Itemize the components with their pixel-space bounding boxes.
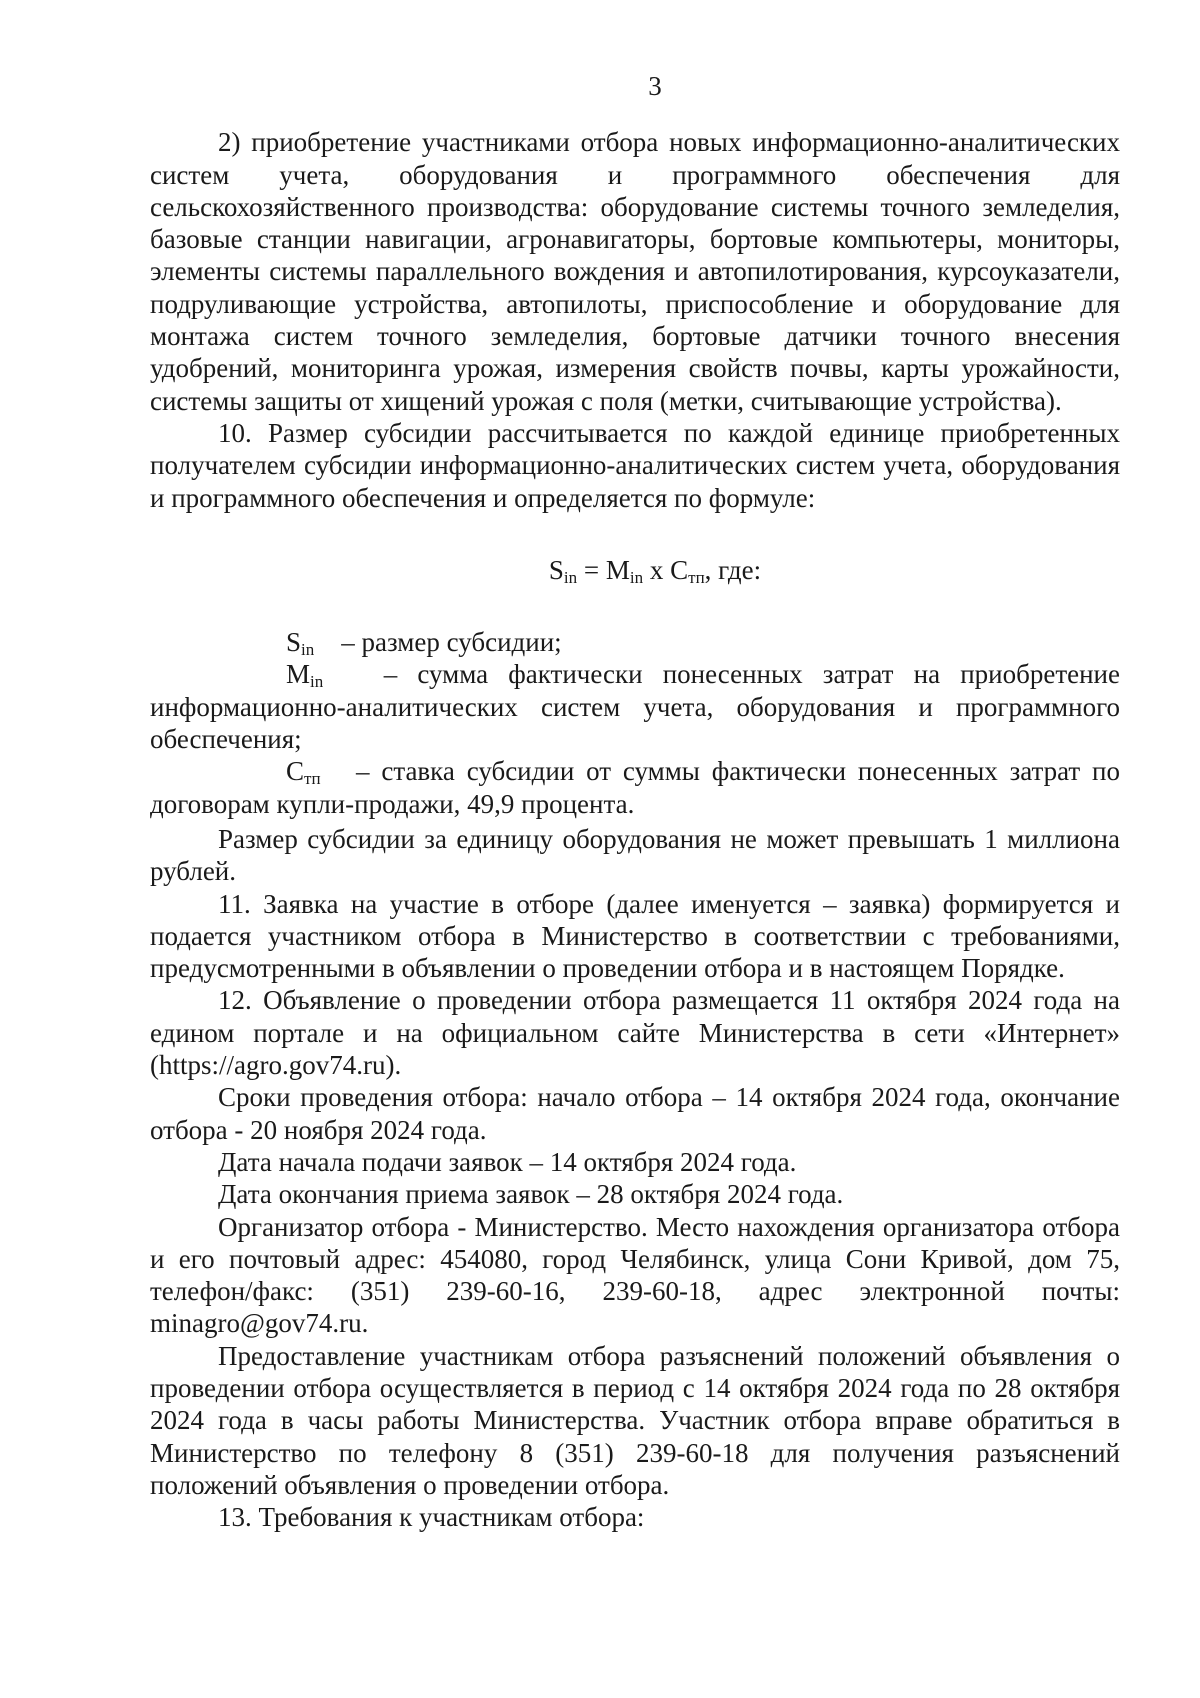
definition-m-term	[218, 658, 323, 690]
definition-s	[150, 626, 1120, 658]
paragraph-clarifications: Предоставление участникам отбора разъяснений положений объявления о проведении отбора осуществляется в период с 14 октября 2024 года по 28 октября 2024 года в часы работы Министерства. Участник отбора вправе обратиться в Министерство по телефону 8 (351) 239-60-18 для получения разъяснений положений объявления о проведении отбора.	[150, 1340, 1120, 1500]
subsidy-formula	[150, 554, 1120, 586]
paragraph-organizer: Организатор отбора - Министерство. Место нахождения организатора отбора и его почтовый адрес: 454080, город Челябинск, улица Сони Кривой, дом 75, телефон/факс: (351) 239-60-16, 239-60-18, адрес электронной почты: minagro@gov74.ru.	[150, 1211, 1120, 1339]
document-page	[150, 70, 1120, 1533]
paragraph-11: 11. Заявка на участие в отборе (далее именуется – заявка) формируется и подается участником отбора в Министерство в соответствии с требованиями, предусмотренными в объявлении о проведении отбора и в настоящем Порядке.	[150, 888, 1120, 984]
paragraph-13: 13. Требования к участникам отбора:	[218, 1502, 645, 1533]
paragraph-10: 10. Размер субсидии рассчитывается по каждой единице приобретенных получателем субсидии информационно-аналитических систем учета, оборудования и программного обеспечения и определяется по формуле:	[150, 417, 1120, 513]
definition-c-text: – ставка субсидии от суммы фактически понесенных затрат по договорам купли-продажи, 49,9 процента.	[150, 756, 1120, 819]
formula-s: S	[548, 554, 564, 585]
formula-eq: =	[577, 554, 606, 585]
definition-c-symbol: C	[286, 756, 305, 787]
paragraph-item-2: 2) приобретение участниками отбора новых информационно-аналитических систем учета, оборудования и программного обеспечения для сельскохозяйственного производства: оборудование системы точного земледелия, базовые станции навигации, агронавигаторы, бортовые компьютеры, мониторы, элементы системы параллельного вождения и автопилотирования, курсоуказатели, подруливающие устройства, автопилоты, приспособление и оборудование для монтажа систем точного земледелия, бортовые датчики точного внесения удобрений, мониторинга урожая, измерения свойств почвы, карты урожайности, системы защиты от хищений урожая с поля (метки, считывающие устройства).	[150, 127, 1120, 416]
formula-m-sub: in	[629, 567, 644, 587]
formula-c: C	[670, 554, 689, 585]
definition-s-sub: in	[301, 640, 315, 660]
definition-c-term	[218, 755, 321, 787]
definition-m-text: – сумма фактически понесенных затрат на приобретение информационно-аналитических систем учета, оборудования и программного обеспечения;	[150, 659, 1120, 755]
page-number: 3	[648, 71, 662, 101]
formula-tail: , где:	[704, 554, 762, 585]
paragraph-application-end: Дата окончания приема заявок – 28 октября 2024 года.	[218, 1179, 844, 1210]
paragraph-application-start: Дата начала подачи заявок – 14 октября 2024 года.	[218, 1146, 797, 1177]
formula-times: x	[643, 554, 671, 585]
definition-m	[150, 658, 1120, 755]
definition-m-symbol: M	[286, 659, 311, 690]
paragraph-max-subsidy: Размер субсидии за единицу оборудования не может превышать 1 миллиона рублей.	[150, 823, 1120, 887]
formula-m: M	[605, 554, 630, 585]
definition-s-text: – размер субсидии;	[341, 627, 562, 658]
formula-c-sub: тп	[688, 567, 705, 587]
paragraph-12: 12. Объявление о проведении отбора размещается 11 октября 2024 года на едином портале и на официальном сайте Министерства в сети «Интернет» (https://agro.gov74.ru).	[150, 985, 1120, 1081]
paragraph-selection-dates: Сроки проведения отбора: начало отбора – 14 октября 2024 года, окончание отбора - 20 ноября 2024 года.	[150, 1082, 1120, 1145]
definition-c	[150, 755, 1120, 820]
definition-m-sub: in	[310, 672, 324, 692]
definition-s-symbol: S	[286, 627, 302, 658]
definition-c-sub: тп	[304, 769, 321, 789]
definition-s-term	[218, 626, 314, 658]
formula-s-sub: in	[563, 567, 578, 587]
